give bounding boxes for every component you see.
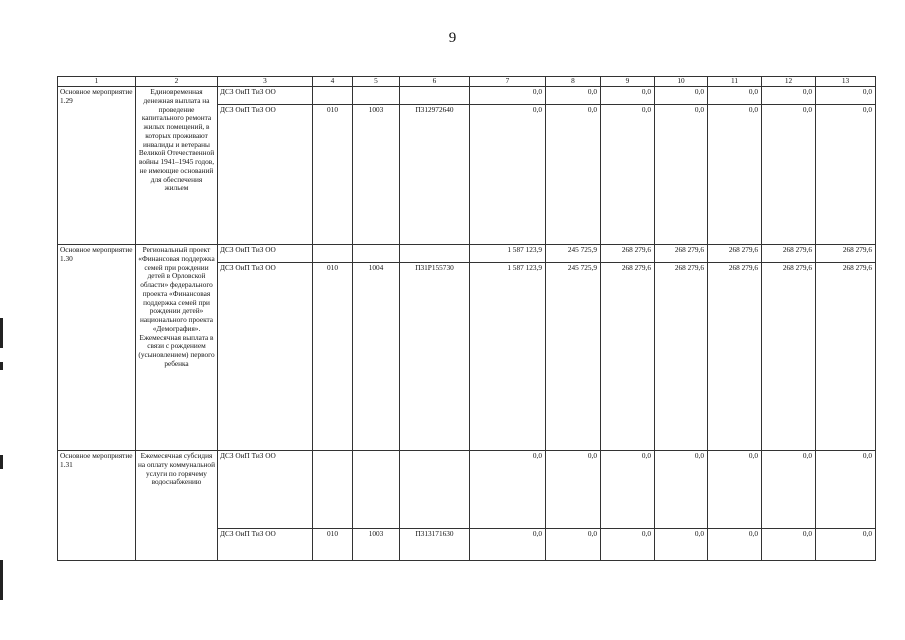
value-cell: 0,0 [762,529,816,561]
rzpr-cell [353,245,400,263]
header-cell: 13 [816,77,876,87]
table-row [58,451,876,529]
value-cell: 0,0 [601,529,655,561]
value-cell: 0,0 [546,105,601,245]
value-cell: 0,0 [601,87,655,105]
description-cell: Единовременная денежная выплата на проведение капитального ремонта жилых помещений, в которых проживают инвалиды и ветераны Великой Отечественной войны 1941–1945 годов, не имеющие оснований для обеспечения жильем [136,87,218,245]
measure-cell: Основное мероприятие 1.31 [58,451,136,561]
header-cell: 12 [762,77,816,87]
value-cell: 0,0 [762,87,816,105]
header-cell: 2 [136,77,218,87]
value-cell: 0,0 [601,105,655,245]
header-cell: 8 [546,77,601,87]
header-cell: 9 [601,77,655,87]
grbs-cell: 010 [313,529,353,561]
value-cell: 0,0 [655,529,708,561]
rzpr-cell: 1003 [353,529,400,561]
value-cell: 268 279,6 [601,263,655,451]
header-cell: 4 [313,77,353,87]
header-row [58,77,876,87]
rzpr-cell: 1004 [353,263,400,451]
value-cell: 0,0 [708,87,762,105]
rzpr-cell [353,87,400,105]
executor-cell: ДСЗ ОиП ТиЗ ОО [218,245,313,263]
value-cell: 0,0 [762,105,816,245]
value-cell: 268 279,6 [655,245,708,263]
value-cell: 0,0 [470,529,546,561]
value-cell: 0,0 [546,529,601,561]
description-cell: Региональный проект «Финансовая поддержка семей при рождении детей в Орловской области» федерального проекта «Финансовая поддержка семей при рождении детей» национального проекта «Демография». Ежемесячная выплата в связи с рождением (усыновлением) первого ребенка [136,245,218,451]
executor-cell: ДСЗ ОиП ТиЗ ОО [218,87,313,105]
grbs-cell [313,451,353,529]
csr-cell: П31Р155730 [400,263,470,451]
csr-cell: П313171630 [400,529,470,561]
header-cell: 10 [655,77,708,87]
executor-cell: ДСЗ ОиП ТиЗ ОО [218,451,313,529]
value-cell: 268 279,6 [708,263,762,451]
header-cell: 6 [400,77,470,87]
executor-cell: ДСЗ ОиП ТиЗ ОО [218,105,313,245]
value-cell: 0,0 [546,451,601,529]
value-cell: 268 279,6 [816,245,876,263]
grbs-cell: 010 [313,105,353,245]
value-cell: 1 587 123,9 [470,263,546,451]
value-cell: 268 279,6 [655,263,708,451]
value-cell: 0,0 [816,529,876,561]
table-row [58,87,876,105]
value-cell: 245 725,9 [546,263,601,451]
csr-cell [400,451,470,529]
grbs-cell [313,245,353,263]
header-cell: 11 [708,77,762,87]
value-cell: 0,0 [655,105,708,245]
header-cell: 5 [353,77,400,87]
value-cell: 0,0 [708,105,762,245]
csr-cell [400,245,470,263]
executor-cell: ДСЗ ОиП ТиЗ ОО [218,529,313,561]
grbs-cell: 010 [313,263,353,451]
value-cell: 0,0 [708,529,762,561]
value-cell: 0,0 [546,87,601,105]
value-cell: 268 279,6 [816,263,876,451]
value-cell: 0,0 [470,87,546,105]
csr-cell: П312972640 [400,105,470,245]
description-cell: Ежемесячная субсидия на оплату коммунальной услуги по горячему водоснабжению [136,451,218,561]
value-cell: 268 279,6 [762,263,816,451]
scan-edge-artifact [0,0,4,640]
value-cell: 0,0 [655,87,708,105]
value-cell: 0,0 [762,451,816,529]
header-cell: 7 [470,77,546,87]
value-cell: 245 725,9 [546,245,601,263]
page-number: 9 [448,30,457,46]
executor-cell: ДСЗ ОиП ТиЗ ОО [218,263,313,451]
grbs-cell [313,87,353,105]
value-cell: 0,0 [470,451,546,529]
value-cell: 1 587 123,9 [470,245,546,263]
budget-table [57,76,876,561]
value-cell: 0,0 [816,87,876,105]
table-row [58,245,876,263]
rzpr-cell: 1003 [353,105,400,245]
measure-cell: Основное мероприятие 1.29 [58,87,136,245]
value-cell: 0,0 [816,451,876,529]
value-cell: 0,0 [601,451,655,529]
header-cell: 1 [58,77,136,87]
value-cell: 0,0 [470,105,546,245]
value-cell: 0,0 [816,105,876,245]
value-cell: 0,0 [708,451,762,529]
value-cell: 268 279,6 [601,245,655,263]
value-cell: 268 279,6 [708,245,762,263]
measure-cell: Основное мероприятие 1.30 [58,245,136,451]
header-cell: 3 [218,77,313,87]
value-cell: 268 279,6 [762,245,816,263]
csr-cell [400,87,470,105]
rzpr-cell [353,451,400,529]
value-cell: 0,0 [655,451,708,529]
